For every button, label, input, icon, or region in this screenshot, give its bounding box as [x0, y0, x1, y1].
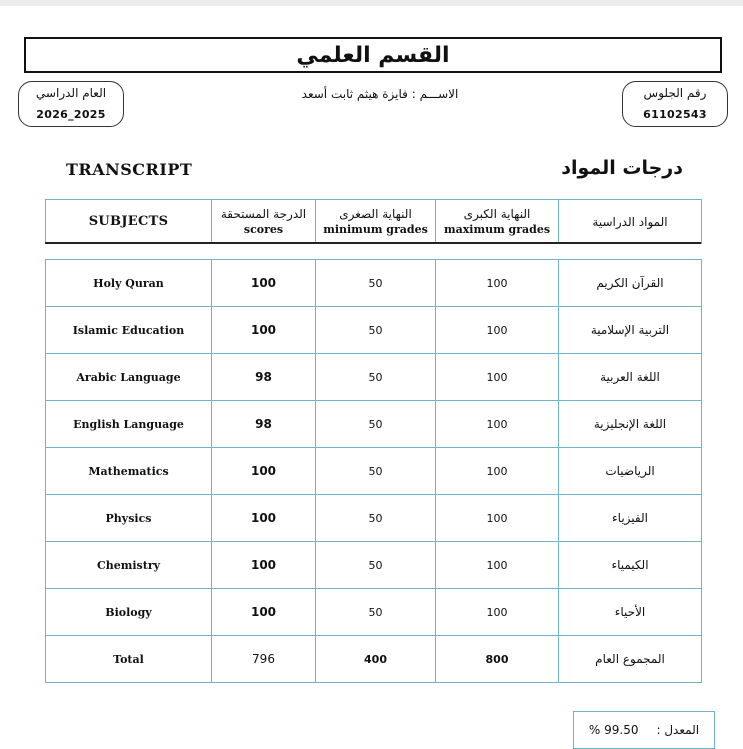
- subject-ar: اللغة العربية: [559, 354, 702, 401]
- min-grade: 50: [316, 589, 436, 636]
- header-min-en: minimum grades: [323, 222, 428, 236]
- header-min: [316, 200, 436, 244]
- header-scores: [212, 200, 316, 244]
- seat-number-label: رقم الجلوس: [643, 86, 707, 100]
- subject-en: Physics: [46, 495, 212, 542]
- subject-ar: الرياضيات: [559, 448, 702, 495]
- max-grade: 100: [436, 354, 559, 401]
- table-row: [46, 448, 702, 495]
- grades-table-header: [45, 199, 702, 244]
- header-scores-en: scores: [243, 222, 284, 236]
- total-label-en: Total: [46, 636, 212, 683]
- subject-en: English Language: [46, 401, 212, 448]
- grades-table: [45, 259, 702, 683]
- academic-year-label: العام الدراسي: [35, 86, 107, 100]
- subject-ar: اللغة الإنجليزية: [559, 401, 702, 448]
- score: 100: [212, 495, 316, 542]
- academic-year-box: [18, 81, 124, 127]
- subject-ar: الكيمياء: [559, 542, 702, 589]
- subject-en: Arabic Language: [46, 354, 212, 401]
- subject-grades-title: درجات المواد: [561, 157, 683, 179]
- subject-en: Islamic Education: [46, 307, 212, 354]
- max-grade: 100: [436, 401, 559, 448]
- subject-en: Holy Quran: [46, 260, 212, 307]
- max-grade: 100: [436, 542, 559, 589]
- total-row: [46, 636, 702, 683]
- table-row: [46, 354, 702, 401]
- header-underline: [45, 242, 701, 244]
- table-row: [46, 401, 702, 448]
- top-strip: [0, 0, 743, 6]
- table-row: [46, 260, 702, 307]
- score: 100: [212, 542, 316, 589]
- total-label-ar: المجموع العام: [559, 636, 702, 683]
- min-grade: 50: [316, 448, 436, 495]
- min-grade: 50: [316, 542, 436, 589]
- min-grade: 50: [316, 307, 436, 354]
- score: 100: [212, 448, 316, 495]
- subject-ar: الأحياء: [559, 589, 702, 636]
- score: 100: [212, 260, 316, 307]
- score: 100: [212, 307, 316, 354]
- transcript-title: TRANSCRIPT: [66, 160, 193, 179]
- score: 98: [212, 354, 316, 401]
- min-grade: 50: [316, 354, 436, 401]
- total-score: 796: [212, 636, 316, 683]
- header-subjects: [559, 200, 702, 244]
- max-grade: 100: [436, 448, 559, 495]
- subject-ar: القرآن الكريم: [559, 260, 702, 307]
- department-title-text: القسم العلمي: [296, 42, 450, 68]
- seat-number-box: [622, 81, 728, 127]
- table-row: [46, 589, 702, 636]
- header-max-ar: النهاية الكبرى: [463, 206, 531, 221]
- score: 100: [212, 589, 316, 636]
- subject-ar: الفيزياء: [559, 495, 702, 542]
- subject-ar: التربية الإسلامية: [559, 307, 702, 354]
- min-grade: 50: [316, 260, 436, 307]
- header-subjects-en: SUBJECTS: [46, 200, 212, 244]
- table-row: [46, 307, 702, 354]
- subject-en: Chemistry: [46, 542, 212, 589]
- average-label: المعدل :: [656, 723, 700, 737]
- subject-en: Mathematics: [46, 448, 212, 495]
- student-name: الاســـم : فايزة هيثم ثابت أسعد: [301, 87, 459, 101]
- header-scores-ar: الدرجة المستحقة: [220, 206, 307, 221]
- academic-year-value: 2026_2025: [36, 108, 106, 121]
- subject-en: Biology: [46, 589, 212, 636]
- header-max-en: maximum grades: [443, 222, 551, 236]
- max-grade: 100: [436, 589, 559, 636]
- min-grade: 50: [316, 495, 436, 542]
- header-subjects-ar: المواد الدراسية: [592, 214, 668, 229]
- header-min-ar: النهاية الصغرى: [339, 206, 412, 221]
- seat-number-value: 61102543: [643, 108, 707, 121]
- max-grade: 100: [436, 307, 559, 354]
- header-max: [436, 200, 559, 244]
- total-max: 800: [436, 636, 559, 683]
- score: 98: [212, 401, 316, 448]
- total-min: 400: [316, 636, 436, 683]
- department-title: [24, 37, 722, 73]
- average-value: % 99.50: [588, 723, 639, 737]
- max-grade: 100: [436, 495, 559, 542]
- max-grade: 100: [436, 260, 559, 307]
- average-box: [573, 711, 715, 749]
- table-row: [46, 495, 702, 542]
- table-row: [46, 542, 702, 589]
- min-grade: 50: [316, 401, 436, 448]
